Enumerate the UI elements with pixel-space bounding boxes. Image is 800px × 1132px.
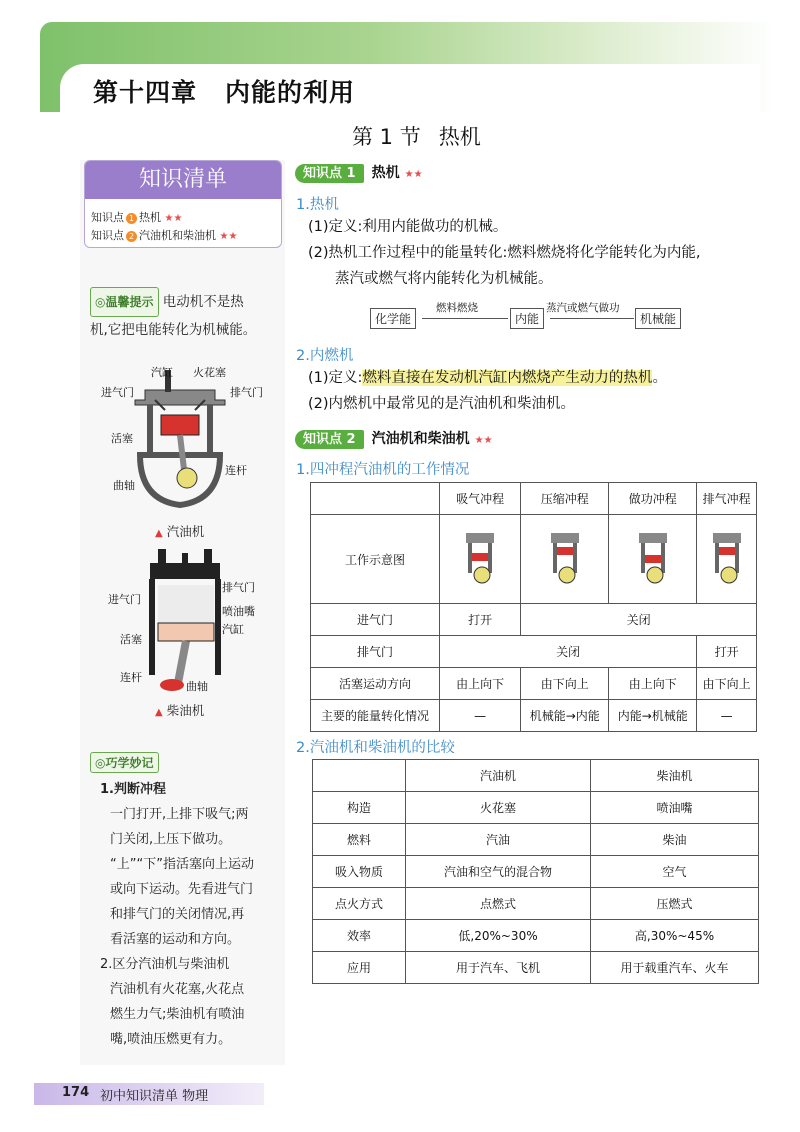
table-row: 进气门 打开 关闭 bbox=[311, 604, 757, 636]
exhaust-stroke-diagram bbox=[697, 515, 757, 604]
power-stroke-diagram bbox=[609, 515, 697, 604]
kp1-heading-2: 2.内燃机 bbox=[296, 348, 354, 364]
kp1-body-1: (1)定义:利用内能做功的机械。 (2)热机工作过程中的能量转化:燃料燃烧将化学能转化为内能, 蒸汽或燃气将内能转化为机械能。 bbox=[308, 219, 701, 287]
table-row: 汽油机 柴油机 bbox=[313, 760, 759, 792]
gas-label-exhaust: 排气门 bbox=[230, 386, 263, 399]
table-row: 排气门 关闭 打开 bbox=[311, 636, 757, 668]
table-row: 应用 用于汽车、飞机 用于载重汽车、火车 bbox=[313, 952, 759, 984]
diesel-label-injector: 喷油嘴 bbox=[222, 605, 255, 618]
diesel-engine-caption: ▲ 柴油机 bbox=[155, 703, 205, 718]
flow-box-mechanical: 机械能 bbox=[635, 308, 681, 329]
kp2-heading-1: 1.四冲程汽油机的工作情况 bbox=[296, 462, 470, 478]
table-row: 吸入物质 汽油和空气的混合物 空气 bbox=[313, 856, 759, 888]
diesel-label-exhaust: 排气门 bbox=[222, 581, 255, 594]
section-title: 第 1 节 热机 bbox=[352, 125, 481, 149]
diesel-label-intake: 进气门 bbox=[108, 593, 141, 606]
kp1-header: 知识点 1 热机 ★★ bbox=[295, 162, 423, 182]
tip-tag: ◎温馨提示 bbox=[90, 287, 159, 317]
kp2-badge: 知识点 2 bbox=[295, 430, 364, 449]
compression-stroke-diagram bbox=[521, 515, 609, 604]
flow-arrow-2 bbox=[550, 318, 634, 319]
diesel-label-piston: 活塞 bbox=[120, 633, 142, 646]
flow-arrow-1 bbox=[422, 318, 508, 319]
memory-tips: 1.判断冲程 一门打开,上排下吸气;两 门关闭,上压下做功。 “上”“下”指活塞向上运动 或向下运动。先看进气门 和排气门的关闭情况,再 看活塞的运动和方向。 2.区分汽油机与柴油机 汽油机有火花塞,火花点 燃生力气;柴油机有喷油 嘴,喷油压燃更有力。 bbox=[100, 782, 254, 1047]
flow-box-chemical: 化学能 bbox=[370, 308, 416, 329]
comparison-table bbox=[312, 759, 759, 984]
energy-flow: 化学能 燃料燃烧 内能 蒸汽或燃气做功 机械能 bbox=[370, 300, 690, 330]
knowledge-item-1: 知识点 1 热机 ★★ bbox=[91, 211, 183, 224]
flow-box-internal: 内能 bbox=[510, 308, 544, 329]
kp2-name: 汽油机和柴油机 bbox=[371, 431, 470, 447]
memory-tag: ◎巧学妙记 bbox=[90, 752, 159, 773]
diesel-label-crankshaft: 曲轴 bbox=[186, 680, 208, 693]
knowledge-list-title: 知识清单 bbox=[85, 161, 281, 199]
gas-label-cylinder: 汽缸 bbox=[151, 366, 173, 379]
diesel-label-cylinder: 汽缸 bbox=[222, 623, 244, 636]
tip-block: ◎温馨提示 电动机不是热 机,它把电能转化为机械能。 bbox=[90, 287, 280, 343]
gasoline-engine-caption: ▲ 汽油机 bbox=[155, 524, 205, 539]
kp1-badge: 知识点 1 bbox=[295, 164, 364, 183]
table-row: 点火方式 点燃式 压燃式 bbox=[313, 888, 759, 920]
kp2-heading-2: 2.汽油机和柴油机的比较 bbox=[296, 740, 455, 756]
kp1-name: 热机 bbox=[371, 165, 400, 181]
table-row: 主要的能量转化情况 — 机械能→内能 内能→机械能 — bbox=[311, 700, 757, 732]
diesel-label-rod: 连杆 bbox=[120, 671, 142, 684]
gasoline-engine-figure bbox=[95, 360, 280, 550]
stroke-table bbox=[310, 482, 757, 732]
intake-stroke-diagram bbox=[440, 515, 521, 604]
kp1-heading-1: 1.热机 bbox=[296, 197, 339, 213]
gas-label-intake: 进气门 bbox=[101, 386, 134, 399]
kp2-header: 知识点 2 汽油机和柴油机 ★★ bbox=[295, 428, 493, 448]
gas-label-rod: 连杆 bbox=[225, 464, 247, 477]
book-title: 初中知识清单 物理 bbox=[100, 1089, 209, 1104]
knowledge-list-box bbox=[84, 160, 282, 248]
kp1-body-2: (1)定义:燃料直接在发动机汽缸内燃烧产生动力的热机。 (2)内燃机中最常见的是汽油机和柴油机。 bbox=[308, 370, 667, 412]
table-row: 构造 火花塞 喷油嘴 bbox=[313, 792, 759, 824]
table-row: 活塞运动方向 由上向下 由下向上 由上向下 由下向上 bbox=[311, 668, 757, 700]
definition-highlight: 燃料直接在发动机汽缸内燃烧产生动力的热机 bbox=[362, 370, 653, 386]
chapter-title: 第十四章 内能的利用 bbox=[93, 78, 356, 107]
gas-label-crankshaft: 曲轴 bbox=[113, 479, 135, 492]
gas-label-spark-plug: 火花塞 bbox=[193, 366, 226, 379]
knowledge-item-2: 知识点 2 汽油机和柴油机 ★★ bbox=[91, 229, 238, 242]
table-row: 效率 低,20%~30% 高,30%~45% bbox=[313, 920, 759, 952]
table-row: 燃料 汽油 柴油 bbox=[313, 824, 759, 856]
table-row: 吸气冲程 压缩冲程 做功冲程 排气冲程 bbox=[311, 483, 757, 515]
gas-label-piston: 活塞 bbox=[111, 432, 133, 445]
diesel-engine-figure bbox=[100, 545, 285, 725]
page-number: 174 bbox=[62, 1085, 90, 1100]
table-row: 工作示意图 bbox=[311, 515, 757, 604]
